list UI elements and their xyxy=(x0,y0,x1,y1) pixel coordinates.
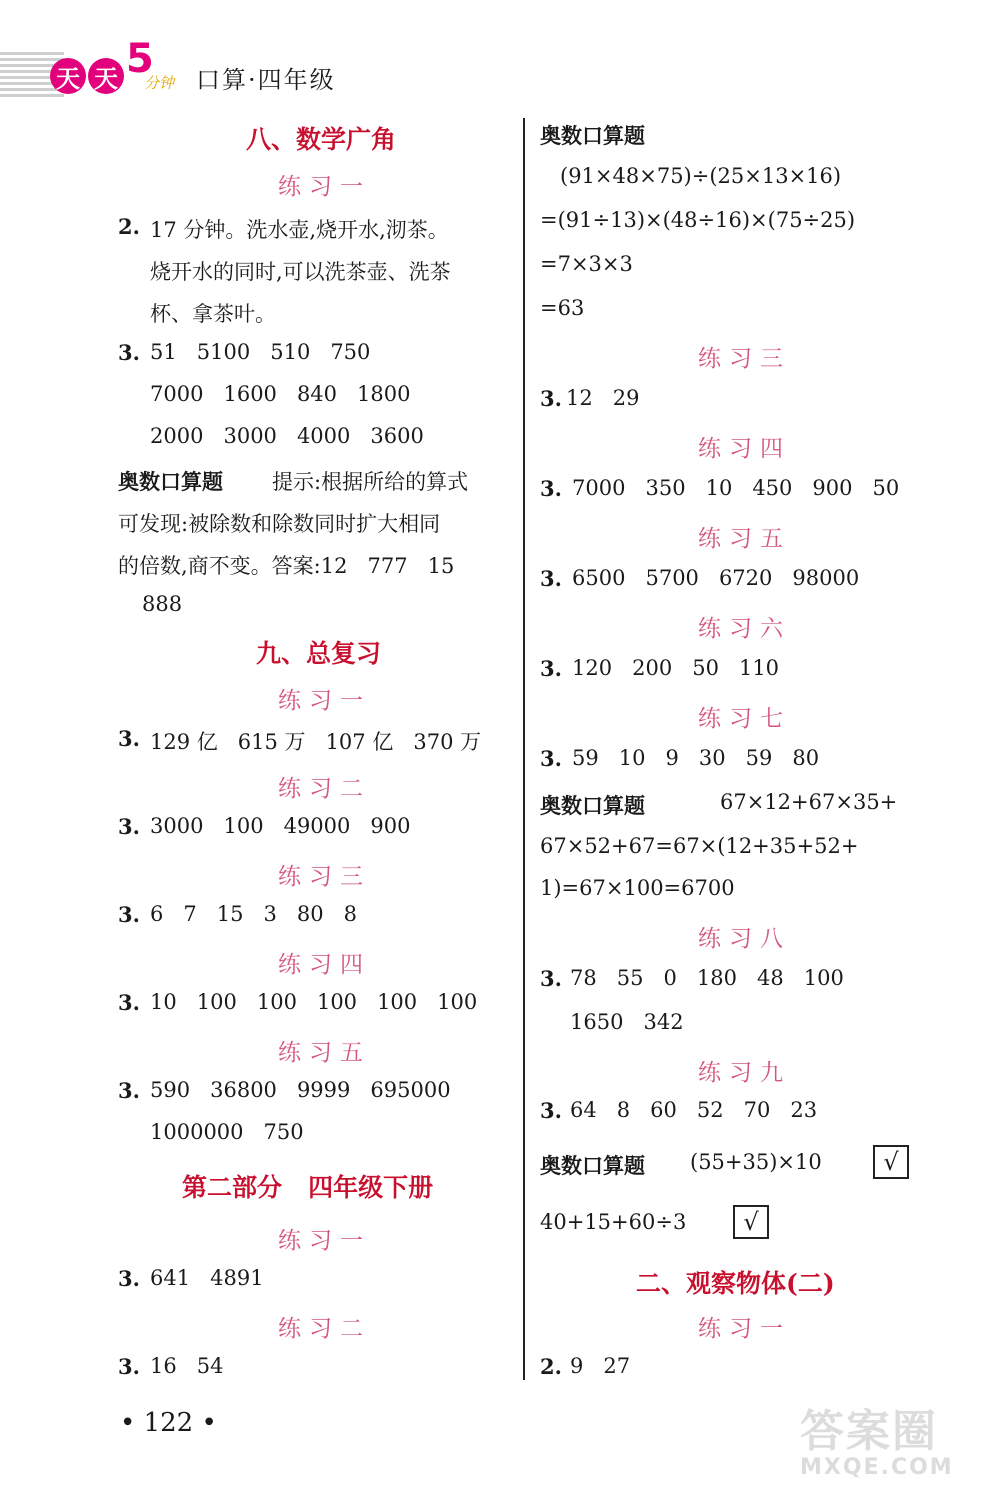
answer-line: 888 xyxy=(142,592,183,616)
olympiad-label: 奥数口算题 xyxy=(540,124,645,148)
exercise-title: 练习四 xyxy=(278,952,371,978)
exercise-title: 练习五 xyxy=(698,526,791,552)
item-number: 3. xyxy=(118,902,140,927)
answer-line: 10 100 100 100 100 100 xyxy=(150,990,478,1014)
item-number: 3. xyxy=(540,476,562,501)
item-number: 3. xyxy=(118,726,140,751)
exercise-title: 练习八 xyxy=(698,926,791,952)
item-number: 3. xyxy=(118,814,140,839)
section-title: 第二部分 四年级下册 xyxy=(182,1173,434,1202)
check-box xyxy=(733,1205,769,1239)
page-number: • 122 • xyxy=(120,1408,217,1438)
logo-five: 5 xyxy=(126,36,154,82)
answer-line: 16 54 xyxy=(150,1354,224,1378)
answer-line: 2000 3000 4000 3600 xyxy=(150,424,424,448)
olympiad-label: 奥数口算题 xyxy=(540,794,645,818)
item-number: 3. xyxy=(118,340,140,365)
item-number: 3. xyxy=(540,566,562,591)
check-mark-icon: √ xyxy=(883,1148,899,1176)
logo-char: 天 xyxy=(88,58,124,94)
column-divider xyxy=(523,118,525,1380)
item-number: 3. xyxy=(540,966,562,991)
answer-line: 7000 350 10 450 900 50 xyxy=(572,476,900,500)
calc-line: 67×12+67×35+ xyxy=(720,790,898,814)
series-logo xyxy=(50,58,124,94)
answer-line: 可发现:被除数和除数同时扩大相同 xyxy=(118,512,441,536)
answer-line: 9 27 xyxy=(570,1354,631,1378)
answer-line: 51 5100 510 750 xyxy=(150,340,371,364)
exercise-title: 练习三 xyxy=(698,346,791,372)
olympiad-label: 奥数口算题 xyxy=(118,470,223,494)
answer-line: 6 7 15 3 80 8 xyxy=(150,902,358,926)
exercise-title: 练习二 xyxy=(278,776,371,802)
answer-line: 1000000 750 xyxy=(150,1120,304,1144)
watermark-url: MXQE.COM xyxy=(800,1455,954,1480)
answer-line: 120 200 50 110 xyxy=(572,656,780,680)
answer-line: 杯、拿茶叶。 xyxy=(150,302,276,326)
calc-line: =7×3×3 xyxy=(540,252,633,276)
answer-line: 7000 1600 840 1800 xyxy=(150,382,411,406)
calc-line: =(91÷13)×(48÷16)×(75÷25) xyxy=(540,208,856,232)
answer-line: 59 10 9 30 59 80 xyxy=(572,746,820,770)
item-number: 3. xyxy=(540,1098,562,1123)
exercise-title: 练习二 xyxy=(278,1316,371,1342)
exercise-title: 练习一 xyxy=(278,174,371,200)
exercise-title: 练习一 xyxy=(278,688,371,714)
calc-line: (55+35)×10 xyxy=(690,1150,822,1174)
section-title: 二、观察物体(二) xyxy=(636,1269,835,1298)
item-number: 2. xyxy=(118,214,140,239)
answer-line: 590 36800 9999 695000 xyxy=(150,1078,451,1102)
calc-line: (91×48×75)÷(25×13×16) xyxy=(560,164,842,188)
item-number: 2. xyxy=(540,1354,562,1379)
answer-line: 3000 100 49000 900 xyxy=(150,814,411,838)
answer-line: 641 4891 xyxy=(150,1266,264,1290)
exercise-title: 练习一 xyxy=(278,1228,371,1254)
answer-line: 78 55 0 180 48 100 xyxy=(570,966,844,990)
answer-line: 烧开水的同时,可以洗茶壶、洗茶 xyxy=(150,260,451,284)
item-number: 3. xyxy=(118,1078,140,1103)
answer-line: 1650 342 xyxy=(570,1010,684,1034)
exercise-title: 练习九 xyxy=(698,1060,791,1086)
section-title: 八、数学广角 xyxy=(246,125,397,154)
section-title: 九、总复习 xyxy=(256,639,382,668)
answer-line: 17 分钟。洗水壶,烧开水,沏茶。 xyxy=(150,218,449,242)
answer-line: 提示:根据所给的算式 xyxy=(272,470,469,494)
answer-line: 的倍数,商不变。答案:12 777 15 xyxy=(118,554,455,578)
exercise-title: 练习三 xyxy=(278,864,371,890)
item-number: 3. xyxy=(118,1354,140,1379)
exercise-title: 练习一 xyxy=(698,1316,791,1342)
item-number: 3. xyxy=(540,386,562,411)
exercise-title: 练习五 xyxy=(278,1040,371,1066)
item-number: 3. xyxy=(540,656,562,681)
calc-line: 67×52+67=67×(12+35+52+ xyxy=(540,834,859,858)
exercise-title: 练习七 xyxy=(698,706,791,732)
item-number: 3. xyxy=(118,1266,140,1291)
answer-line: 64 8 60 52 70 23 xyxy=(570,1098,818,1122)
logo-fenzhong: 分钟 xyxy=(144,74,175,92)
check-box xyxy=(873,1145,909,1179)
answer-line: 6500 5700 6720 98000 xyxy=(572,566,860,590)
calc-line: 1)=67×100=6700 xyxy=(540,876,735,900)
olympiad-label: 奥数口算题 xyxy=(540,1154,645,1178)
calc-line: =63 xyxy=(540,296,585,320)
answer-line: 12 29 xyxy=(566,386,640,410)
item-number: 3. xyxy=(540,746,562,771)
watermark-text: 答案圈 xyxy=(800,1406,938,1457)
calc-line: 40+15+60÷3 xyxy=(540,1210,687,1234)
exercise-title: 练习四 xyxy=(698,436,791,462)
exercise-title: 练习六 xyxy=(698,616,791,642)
check-mark-icon: √ xyxy=(743,1208,759,1236)
answer-line: 129 亿 615 万 107 亿 370 万 xyxy=(150,730,482,754)
logo-char: 天 xyxy=(50,58,86,94)
item-number: 3. xyxy=(118,990,140,1015)
watermark xyxy=(800,1395,985,1490)
header-title: 口算·四年级 xyxy=(196,66,336,94)
